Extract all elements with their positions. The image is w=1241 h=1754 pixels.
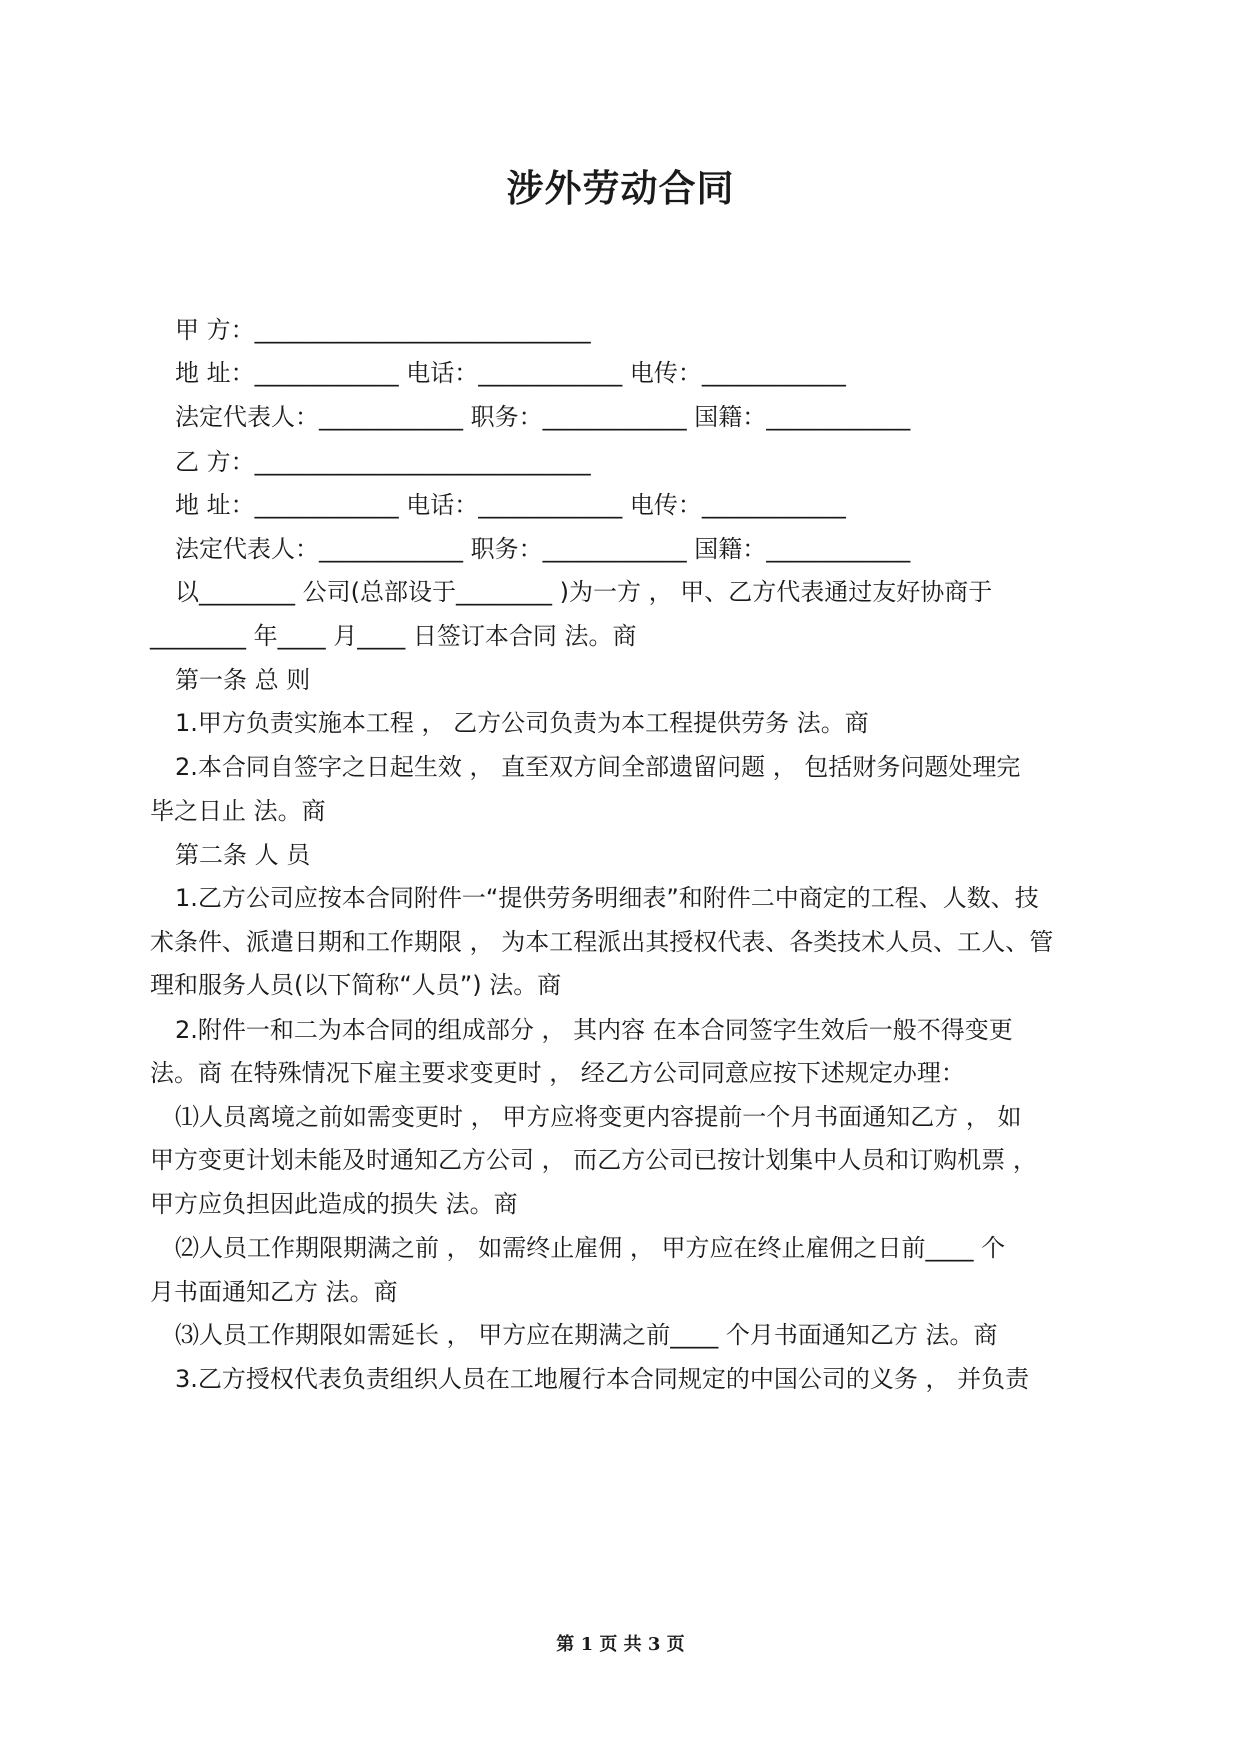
subclause-2-line-1: ⑵人员工作期限期满之前 ， 如需终止雇佣 ， 甲方应在终止雇佣之日前____ 个 [175,1234,1006,1262]
article-2-heading: 第二条 人 员 [175,841,311,869]
party-a-address-line: 地 址：____________ 电话：____________ 电传：____________ [175,359,846,387]
article-2-clause-2-line-1: 2.附件一和二为本合同的组成部分 ， 其内容 在本合同签字生效后一般不得变更 [175,1016,1013,1044]
article-1-clause-2-line-2: 毕之日止 法。商 [150,797,326,825]
party-a-name: 甲 方：____________________________ [175,316,591,344]
party-a-representative-line: 法定代表人：____________ 职务：____________ 国籍：____________ [175,403,911,431]
article-1-clause-2-line-1: 2.本合同自签字之日起生效 ， 直至双方间全部遗留问题 ， 包括财务问题处理完 [175,753,1021,781]
subclause-2-line-2: 月书面通知乙方 法。商 [150,1278,398,1306]
article-2-clause-1-line-2: 术条件、派遣日期和工作期限 ， 为本工程派出其授权代表、各类技术人员、工人、管 [150,928,1054,956]
page-footer: 第 1 页 共 3 页 [556,1634,685,1655]
article-1-heading: 第一条 总 则 [175,666,311,694]
document-title: 涉外劳动合同 [506,167,735,210]
subclause-1-line-3: 甲方应负担因此造成的损失 法。商 [150,1190,518,1218]
article-2-clause-1-line-3: 理和服务人员(以下简称“人员”) 法。商 [150,971,562,999]
party-b-address-line: 地 址：____________ 电话：____________ 电传：____________ [175,491,846,519]
subclause-3-line-1: ⑶人员工作期限如需延长 ， 甲方应在期满之前____ 个月书面通知乙方 法。商 [175,1321,998,1349]
subclause-1-line-1: ⑴人员离境之前如需变更时 ， 甲方应将变更内容提前一个月书面通知乙方 ， 如 [175,1103,1022,1131]
preamble-line-1: 以________ 公司(总部设于________ )为一方 ， 甲、乙方代表通过友好协商于 [175,578,993,606]
subclause-1-line-2: 甲方变更计划未能及时通知乙方公司 ， 而乙方公司已按计划集中人员和订购机票 ， [150,1146,1037,1174]
article-2-clause-1-line-1: 1.乙方公司应按本合同附件一“提供劳务明细表”和附件二中商定的工程、人数、技 [175,884,1039,912]
article-2-clause-2-line-2: 法。商 在特殊情况下雇主要求变更时 ， 经乙方公司同意应按下述规定办理： [150,1059,965,1087]
party-b-representative-line: 法定代表人：____________ 职务：____________ 国籍：____________ [175,535,911,563]
preamble-line-2: ________ 年____ 月____ 日签订本合同 法。商 [150,622,637,650]
party-b-name: 乙 方：____________________________ [175,448,591,476]
article-1-clause-1: 1.甲方负责实施本工程 ， 乙方公司负责为本工程提供劳务 法。商 [175,709,869,737]
article-2-clause-3-line-1: 3.乙方授权代表负责组织人员在工地履行本合同规定的中国公司的义务 ， 并负责 [175,1365,1030,1393]
